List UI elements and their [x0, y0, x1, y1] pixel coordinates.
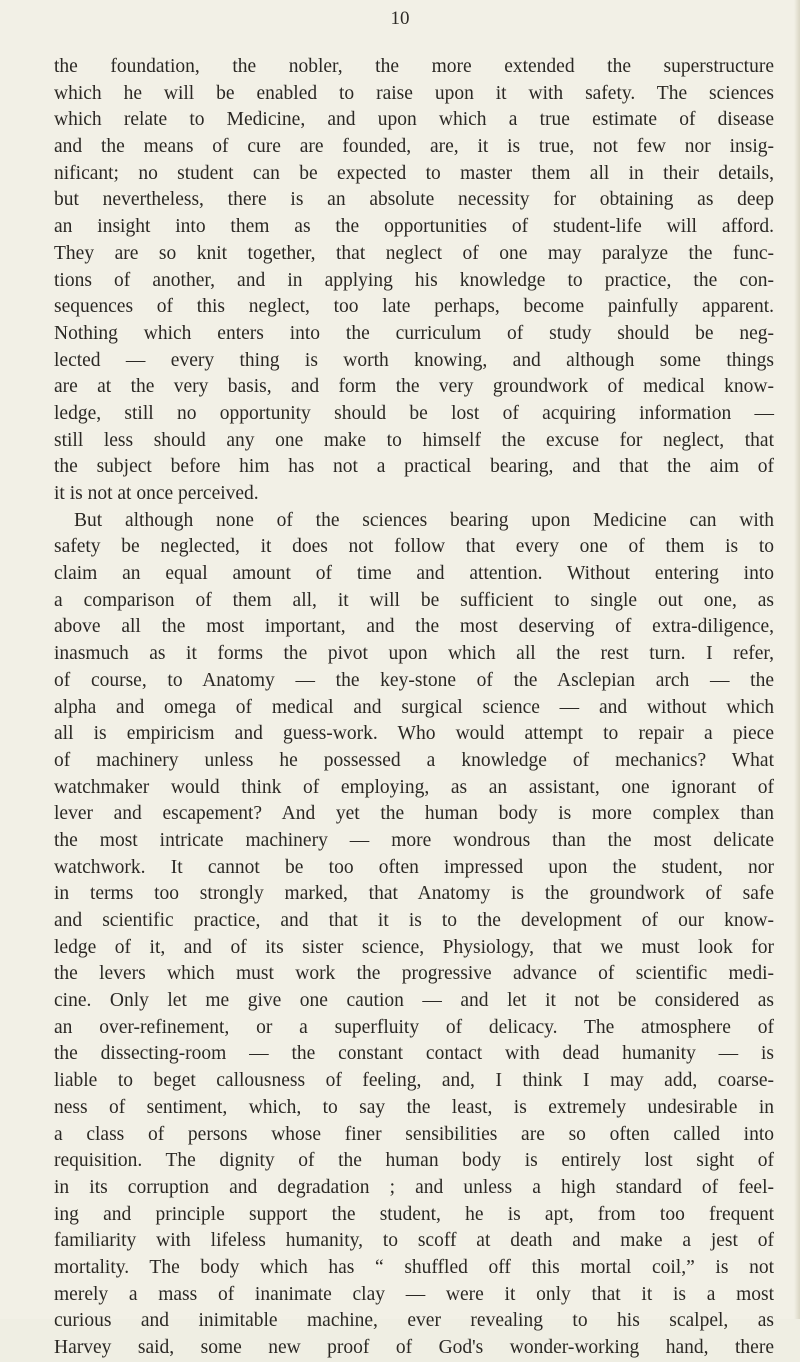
text-line: ing and principle support the student, he is apt, from too frequent [54, 1203, 774, 1225]
text-line: nificant; no student can be expected to master them all in their details, [54, 162, 774, 184]
text-line: cine. Only let me give one caution — and let it not be considered as [54, 990, 774, 1012]
text-line: safety be neglected, it does not follow that every one of them is to [54, 536, 774, 558]
text-line: tions of another, and in applying his knowledge to practice, the con- [54, 269, 774, 291]
text-line: the levers which must work the progressive advance of scientific medi- [54, 963, 774, 985]
text-line: watchmaker would think of employing, as an assistant, one ignorant of [54, 776, 774, 798]
text-line: lected — every thing is worth knowing, and although some things [54, 349, 774, 371]
text-line: of course, to Anatomy — the key-stone of the Asclepian arch — the [54, 669, 774, 691]
text-line: an over-refinement, or a superfluity of delicacy. The atmosphere of [54, 1016, 774, 1038]
text-line: still less should any one make to himself the excuse for neglect, that [54, 429, 774, 451]
text-line: all is empiricism and guess-work. Who would attempt to repair a piece [54, 723, 774, 745]
text-line: and the means of cure are founded, are, it is true, not few nor insig- [54, 136, 774, 158]
text-line: claim an equal amount of time and attention. Without entering into [54, 563, 774, 585]
text-line: are at the very basis, and form the very groundwork of medical know- [54, 376, 774, 398]
text-line: in its corruption and degradation ; and unless a high standard of feel- [54, 1176, 774, 1198]
text-line: lever and escapement? And yet the human body is more complex than [54, 803, 774, 825]
text-line: the dissecting-room — the constant contact with dead humanity — is [54, 1043, 774, 1065]
text-line: watchwork. It cannot be too often impressed upon the student, nor [54, 856, 774, 878]
text-line: ledge, still no opportunity should be lost of acquiring information — [54, 402, 774, 424]
text-line: but nevertheless, there is an absolute necessity for obtaining as deep [54, 189, 774, 211]
text-line: Harvey said, some new proof of God's wonder-working hand, there [54, 1337, 774, 1358]
text-line: ledge of it, and of its sister science, Physiology, that we must look for [54, 936, 774, 958]
text-line: and scientific practice, and that it is to the development of our know- [54, 910, 774, 931]
text-line: But although none of the sciences bearing upon Medicine can with [74, 509, 774, 531]
text-line: mortality. The body which has “ shuffled off this mortal coil,” is not [54, 1256, 774, 1278]
text-line: curious and inimitable machine, ever revealing to his scalpel, as [54, 1310, 774, 1332]
text-line: merely a mass of inanimate clay — were it only that it is a most [54, 1283, 774, 1305]
text-line: sequences of this neglect, too late perhaps, become painfully apparent. [54, 296, 774, 318]
text-line: a class of persons whose finer sensibilities are so often called into [54, 1123, 774, 1145]
page-number: 10 [390, 8, 410, 29]
text-line: the foundation, the nobler, the more extended the superstructure [54, 56, 774, 77]
text-line: of machinery unless he possessed a knowledge of mechanics? What [54, 749, 774, 771]
text-line: above all the most important, and the most deserving of extra-diligence, [54, 616, 774, 638]
text-line: the most intricate machinery — more wondrous than the most delicate [54, 829, 774, 851]
text-line: Nothing which enters into the curriculum of study should be neg- [54, 322, 774, 344]
text-line: ness of sentiment, which, to say the least, is extremely undesirable in [54, 1096, 774, 1118]
text-line: requisition. The dignity of the human body is entirely lost sight of [54, 1150, 774, 1172]
text-line: liable to beget callousness of feeling, and, I think I may add, coarse- [54, 1070, 774, 1092]
text-line: in terms too strongly marked, that Anatomy is the groundwork of safe [54, 883, 774, 905]
text-line: which he will be enabled to raise upon it with safety. The sciences [54, 82, 774, 104]
text-line: it is not at once perceived. [54, 483, 259, 504]
text-line: the subject before him has not a practical bearing, and that the aim of [54, 456, 774, 478]
text-line: alpha and omega of medical and surgical science — and without which [54, 696, 774, 718]
text-line: which relate to Medicine, and upon which a true estimate of disease [54, 109, 774, 131]
text-line: They are so knit together, that neglect of one may paralyze the func- [54, 242, 774, 264]
text-line: a comparison of them all, it will be sufficient to single out one, as [54, 589, 774, 611]
text-line: inasmuch as it forms the pivot upon which all the rest turn. I refer, [54, 643, 774, 665]
text-line: familiarity with lifeless humanity, to scoff at death and make a jest of [54, 1230, 774, 1252]
body-text [54, 54, 774, 1362]
page-edge-shadow [794, 0, 800, 1319]
text-line: an insight into them as the opportunities of student-life will afford. [54, 216, 774, 238]
